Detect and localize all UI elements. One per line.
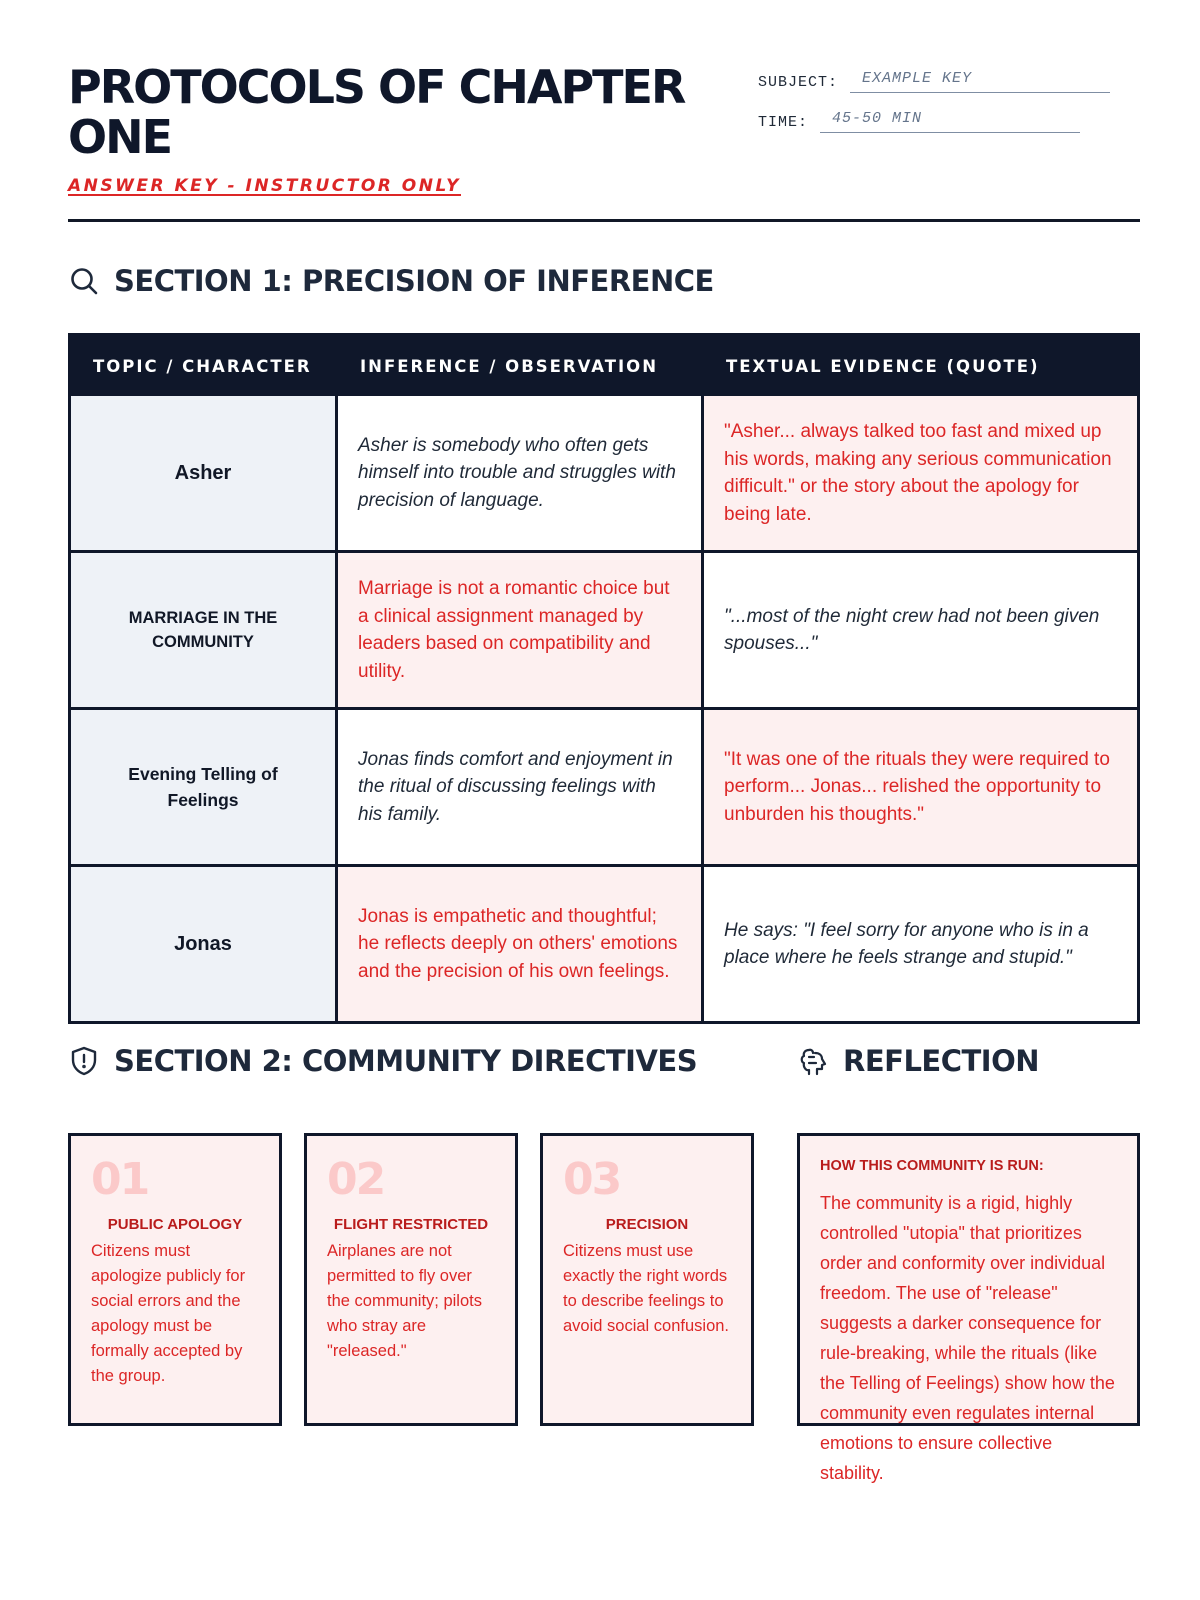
reflection-box [797,1133,1140,1483]
reflection-heading [797,1044,1039,1078]
inference-table [68,333,1140,1024]
reflection-title: REFLECTION [843,1044,1040,1078]
directive-title: FLIGHT RESTRICTED [333,1216,489,1233]
topic-cell: Asher [71,396,338,550]
directive-number: 01 [91,1154,149,1205]
evidence-cell: He says: "I feel sorry for anyone who is in a place where he feels strange and stupid." [704,867,1137,1021]
time-row [758,110,1140,138]
worksheet-page [68,0,1140,1600]
inference-cell: Jonas finds comfort and enjoyment in the ritual of discussing feelings with his family. [338,710,704,864]
directive-body: Citizens must apologize publicly for social errors and the apology must be formally accepted by the group. [91,1242,246,1385]
table-row [71,864,1137,1021]
shield-icon [68,1045,100,1077]
brain-icon [797,1045,829,1077]
section1-heading [68,264,714,298]
answer-key-label: ANSWER KEY - INSTRUCTOR ONLY [68,176,461,196]
directive-card [540,1133,754,1426]
subject-label: SUBJECT: [758,74,839,91]
evidence-cell: "Asher... always talked too fast and mixed up his words, making any serious communication difficult." or the story about the apology for being late. [704,396,1137,550]
subject-row [758,70,1140,98]
directive-title: PRECISION [605,1216,689,1233]
reflection-body: The community is a rigid, highly controlled "utopia" that prioritizes order and conformity over individual freedom. The use of "release" suggests a darker consequence for rule-breaking, while the rituals (like the Telling of Feelings) show how the community even regulates internal emotions to ensure collective stability. [820,1193,1115,1483]
reflection-box-title: HOW THIS COMMUNITY IS RUN: [820,1158,1044,1174]
section2-title: SECTION 2: COMMUNITY DIRECTIVES [114,1044,698,1078]
directive-number: 02 [327,1154,385,1205]
topic-cell: MARRIAGE IN THE COMMUNITY [71,553,338,707]
inference-cell: Jonas is empathetic and thoughtful; he reflects deeply on others' emotions and the precision of his own feelings. [338,867,704,1021]
time-label: TIME: [758,114,809,131]
inference-cell: Marriage is not a romantic choice but a clinical assignment managed by leaders based on compatibility and utility. [338,553,704,707]
section2-heading [68,1044,697,1078]
section1-title: SECTION 1: PRECISION OF INFERENCE [114,264,714,298]
directive-card [304,1133,518,1426]
directive-number: 03 [563,1154,621,1205]
evidence-cell: "...most of the night crew had not been given spouses..." [704,553,1137,707]
search-icon [68,265,100,297]
directive-body: Airplanes are not permitted to fly over the community; pilots who stray are "released." [327,1242,482,1360]
page-title: PROTOCOLS OF CHAPTER ONE [68,60,685,164]
table-row [71,550,1137,707]
table-header [71,336,1137,396]
topic-cell: Jonas [71,867,338,1021]
evidence-cell: "It was one of the rituals they were required to perform... Jonas... relished the opportunity to unburden his thoughts." [704,710,1137,864]
subject-field[interactable]: EXAMPLE KEY [850,70,1110,93]
topic-cell: Evening Telling of Feelings [71,710,338,864]
inference-cell: Asher is somebody who often gets himself into trouble and struggles with precision of language. [338,396,704,550]
column-header-topic: TOPIC / CHARACTER [93,356,312,376]
time-field[interactable]: 45-50 MIN [820,110,1080,133]
directive-title: PUBLIC APOLOGY [107,1216,243,1233]
column-header-inference: INFERENCE / OBSERVATION [360,356,659,376]
directive-card [68,1133,282,1426]
table-row [71,396,1137,550]
header-divider [68,219,1140,222]
table-row [71,707,1137,864]
column-header-evidence: TEXTUAL EVIDENCE (QUOTE) [726,356,1040,376]
directive-body: Citizens must use exactly the right words to describe feelings to avoid social confusion. [563,1242,730,1335]
